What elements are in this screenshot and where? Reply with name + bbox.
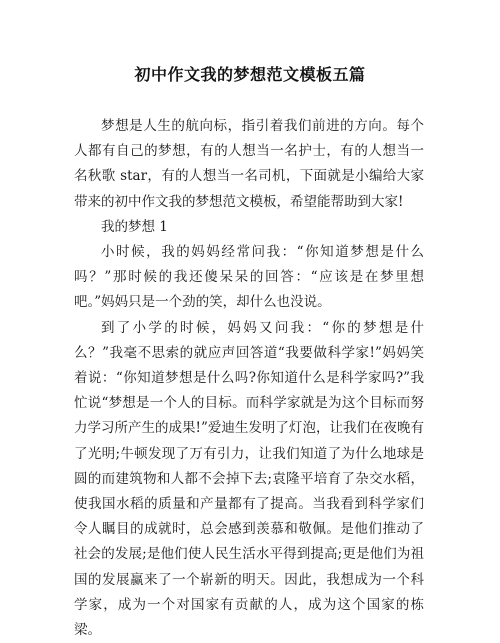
document-title: 初中作文我的梦想范文模板五篇 bbox=[134, 65, 366, 84]
section-heading: 我的梦想 1 bbox=[101, 218, 168, 235]
intro-paragraph: 梦想是人生的航向标，指引着我们前进的方向。每个人都有自己的梦想，有的人想当一名护士，有的人想当一名秋歌 star，有的人想当一名司机，下面就是小编给大家带来的初中作文我的梦想范文模板，希望能帮助到大家! bbox=[74, 118, 424, 210]
body-paragraph: 到了小学的时候，妈妈又问我：“你的梦想是什么？”我毫不思索的就应声回答道“我要做科学家!”妈妈笑着说：“你知道梦想是什么吗?你知道什么是科学家吗?”我忙说“梦想是一个人的目标。而科学家就是为这个目标而努力学习所产生的成果!”爱迪生发明了灯泡，让我们在夜晚有了光明;牛顿发现了万有引力，让我们知道了为什么地球是圆的而建筑物和人都不会掉下去;袁隆平培育了杂交水稻，使我国水稻的质量和产量都有了提高。当我看到科学家们令人瞩目的成就时，总会感到羡慕和敬佩。是他们推动了社会的发展;是他们使人民生活水平得到提高;更是他们为祖国的发展赢来了一个崭新的明天。因此，我想成为一个科学家，成为一个对国家有贡献的人，成为这个国家的栋梁。 bbox=[74, 319, 424, 639]
document-body bbox=[74, 114, 424, 643]
body-paragraph: 小时候，我的妈妈经常问我：“你知道梦想是什么吗？”那时候的我还傻呆呆的回答：“应该是在梦里想吧。”妈妈只是一个劲的笑，却什么也没说。 bbox=[74, 244, 424, 311]
